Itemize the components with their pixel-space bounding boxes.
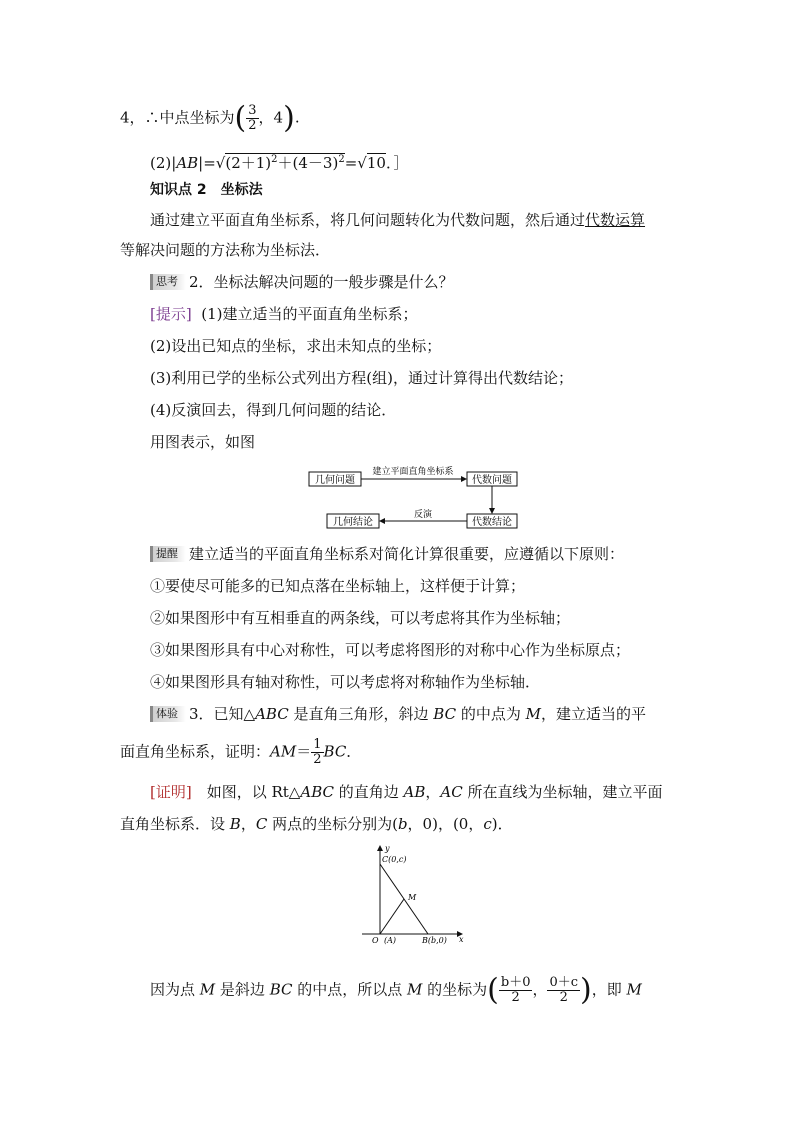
point-o-label: O: [372, 936, 379, 945]
midpoint-conclusion-line: [150, 972, 710, 1008]
point-m-label: M: [408, 893, 417, 902]
text: ＋(4－3): [277, 154, 339, 172]
underlined-text: 代数运算: [585, 211, 646, 229]
distance-line: [150, 148, 710, 175]
fraction: [311, 738, 323, 767]
text: ，建立适当的平: [540, 705, 646, 723]
x-axis-label: x: [459, 935, 464, 944]
text: ，即: [591, 980, 627, 999]
label-alg-result: 代数结论: [472, 517, 512, 528]
figure-intro: 用图表示，如图: [150, 433, 256, 451]
sqrt-icon: √: [215, 154, 226, 172]
var: c: [483, 815, 492, 833]
label-geo-problem: 几何问题: [315, 475, 355, 486]
text: =: [344, 154, 358, 172]
var: M: [525, 705, 541, 723]
text: 3．已知△: [189, 705, 256, 723]
text: 因为点: [150, 980, 200, 999]
label-bottom-arrow: 反演: [413, 510, 433, 520]
numerator: 1: [313, 737, 322, 752]
think-tag: 思考: [150, 274, 186, 290]
var: AC: [440, 783, 463, 801]
numerator: 3: [248, 103, 257, 118]
think-line: [150, 270, 710, 294]
text: 如图，以 Rt△: [191, 783, 301, 801]
text: (2)|: [150, 154, 177, 172]
point-b-label: B(b,0): [422, 936, 447, 945]
var: AM: [270, 742, 297, 761]
radicand: [225, 153, 344, 172]
proof-label: [证明]: [150, 783, 192, 801]
text: 通过建立平面直角坐标系，将几何问题转化为代数问题，然后通过: [150, 211, 586, 229]
var: ABC: [255, 705, 289, 723]
var: M: [407, 980, 423, 999]
step-line: (2)设出已知点的坐标，求出未知点的坐标；: [150, 337, 442, 355]
text: 建立适当的平面直角坐标系对简化计算很重要，应遵循以下原则：: [189, 545, 625, 563]
var-ab: AB: [176, 154, 199, 172]
var: BC: [269, 980, 293, 999]
denominator: 2: [559, 990, 568, 1005]
text: 是斜边: [215, 980, 270, 999]
var: M: [626, 980, 642, 999]
text: (2＋1): [225, 154, 272, 172]
text: 4，∴中点坐标为: [120, 108, 235, 127]
text: ．］: [385, 154, 409, 172]
text: 的坐标为: [422, 980, 488, 999]
flow-diagram: [305, 462, 525, 534]
proof-line-2: [120, 812, 680, 836]
text: ．: [346, 742, 362, 761]
left-paren: (: [234, 100, 247, 136]
exponent: 2: [338, 154, 345, 165]
denominator: 2: [248, 118, 257, 133]
remind-line: [150, 542, 710, 566]
var: B: [229, 815, 241, 833]
label-top-arrow: 建立平面直角坐标系: [372, 467, 454, 477]
text: 是直角三角形，斜边: [288, 705, 434, 723]
fraction: [547, 976, 580, 1005]
denominator: 2: [313, 752, 322, 767]
left-paren: (: [487, 972, 499, 1008]
step-line: (3)利用已学的坐标公式列出方程(组)，通过计算得出代数结论；: [150, 369, 573, 387]
rule-line: ④如果图形具有轴对称性，可以考虑将对称轴作为坐标轴．: [150, 673, 541, 691]
point-c-label: C(0,c): [382, 855, 407, 864]
text: ，0)，(0，: [407, 815, 484, 833]
experience-tag: 体验: [150, 706, 186, 722]
var: AB: [403, 783, 426, 801]
rule-line: ①要使尽可能多的已知点落在坐标轴上，这样便于计算；: [150, 577, 526, 595]
remind-tag: 提醒: [150, 546, 186, 562]
var: C: [255, 815, 268, 833]
text: .: [294, 108, 300, 127]
text: ，4: [258, 108, 284, 127]
text: 的直角边: [333, 783, 404, 801]
right-paren: ): [283, 100, 295, 136]
numerator: 0＋c: [549, 975, 579, 990]
text: )．: [491, 815, 513, 833]
text: ＝: [296, 742, 312, 761]
paragraph-line: 等解决问题的方法称为坐标法．: [120, 241, 331, 259]
median-am: [380, 899, 404, 934]
text: 所在直线为坐标轴，建立平面: [462, 783, 663, 801]
rule-line: ②如果图形中有互相垂直的两条线，可以考虑将其作为坐标轴；: [150, 609, 571, 627]
var: BC: [323, 742, 347, 761]
section-heading: 知识点 2 坐标法: [150, 182, 263, 198]
sqrt-icon: √: [357, 154, 367, 172]
text: 2．坐标法解决问题的一般步骤是什么？: [189, 273, 454, 291]
fraction: [499, 976, 533, 1005]
text: ，: [532, 980, 548, 999]
denominator: 2: [511, 990, 520, 1005]
var: b: [397, 815, 408, 833]
text: |=: [198, 154, 216, 172]
text: 面直角坐标系，证明：: [120, 742, 271, 761]
coordinate-graph: [360, 842, 470, 948]
hint-line: [150, 302, 710, 326]
text: (1)建立适当的平面直角坐标系；: [201, 305, 418, 323]
text: 两点的坐标分别为(: [267, 815, 398, 833]
label-alg-problem: 代数问题: [472, 475, 512, 486]
label-geo-result: 几何结论: [333, 517, 373, 528]
point-a-label: (A): [384, 936, 397, 945]
var: ABC: [300, 783, 334, 801]
text: 的中点，所以点: [292, 980, 408, 999]
text: 的中点为: [456, 705, 526, 723]
radicand: 10: [366, 154, 386, 172]
var: BC: [433, 705, 457, 723]
numerator: b＋0: [500, 975, 531, 990]
experience-line: [150, 702, 710, 726]
hint-label: [提示]: [150, 305, 192, 323]
midpoint-line: [120, 100, 680, 136]
text: ，: [240, 815, 256, 833]
text: 直角坐标系．设: [120, 815, 230, 833]
experience-line-2: [120, 738, 680, 767]
paragraph-line: [150, 208, 710, 232]
right-paren: ): [580, 972, 592, 1008]
proof-line: [150, 780, 710, 804]
rule-line: ③如果图形具有中心对称性，可以考虑将图形的对称中心作为坐标原点；: [150, 641, 631, 659]
var: M: [199, 980, 216, 999]
y-axis-label: y: [385, 844, 390, 853]
text: ，: [425, 783, 441, 801]
step-line: (4)反演回去，得到几何问题的结论．: [150, 401, 397, 419]
exponent: 2: [271, 154, 278, 165]
fraction: [246, 104, 258, 133]
